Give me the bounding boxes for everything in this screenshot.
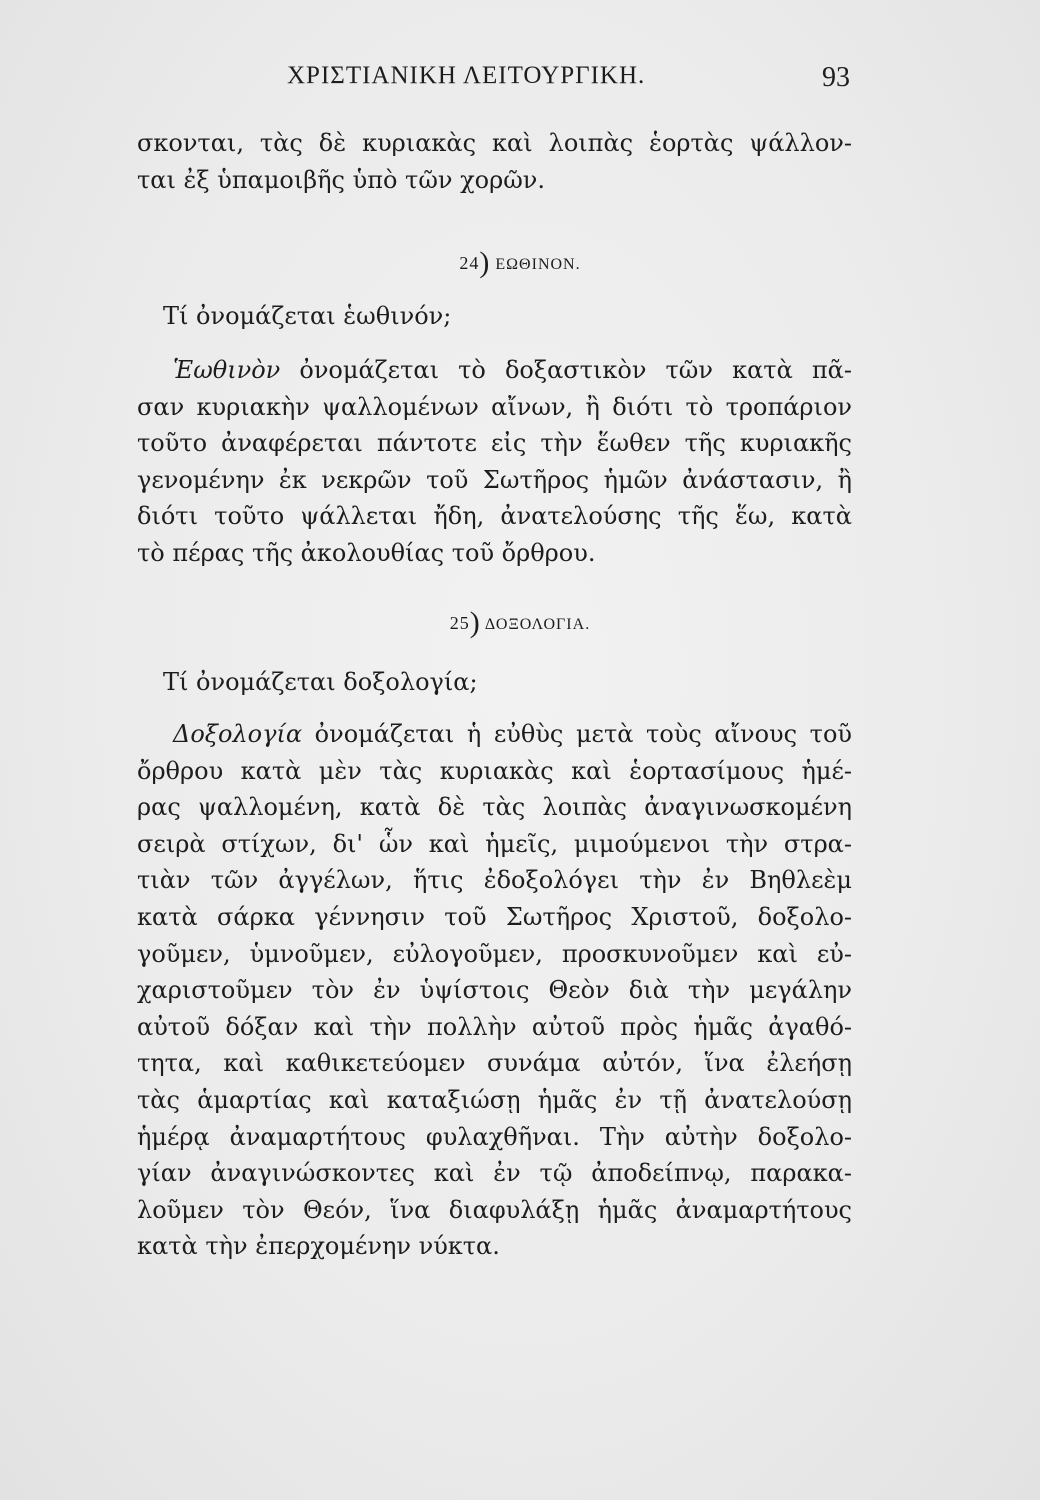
text-line: σκονται, τὰς δὲ κυριακὰς καὶ λοιπὰς ἑορτὰς ψάλλον- bbox=[137, 129, 852, 157]
section-paragraph-24 bbox=[137, 352, 852, 572]
text-fragment: ὀνομάζεται τὸ δοξαστικὸν τῶν κατὰ πᾶ- bbox=[280, 356, 852, 384]
text-line: γενομένην ἐκ νεκρῶν τοῦ Σωτῆρος ἡμῶν ἀνάστασιν, ἢ bbox=[137, 465, 852, 494]
text-line bbox=[137, 352, 852, 389]
section-paren: ) bbox=[479, 246, 491, 279]
text-line: ται ἐξ ὑπαμοιβῆς ὑπὸ τῶν χορῶν. bbox=[137, 165, 545, 194]
text-line: κατὰ σάρκα γέννησιν τοῦ Σωτῆρος Χριστοῦ, δοξολο- bbox=[137, 902, 852, 931]
section-question: Τί ὀνομάζεται ἑωθινόν; bbox=[163, 302, 452, 330]
section-heading-24 bbox=[0, 246, 1040, 280]
lead-word: Ἑωθινὸν bbox=[173, 356, 281, 384]
text-fragment: ὀνομάζεται ἡ εὐθὺς μετὰ τοὺς αἴνους τοῦ bbox=[302, 720, 852, 748]
lead-word: Δοξολογία bbox=[173, 720, 303, 748]
text-line: τὰς ἁμαρτίας καὶ καταξιώσῃ ἡμᾶς ἐν τῇ ἀνατελούσῃ bbox=[137, 1085, 852, 1114]
text-line: ἡμέρᾳ ἀναμαρτήτους φυλαχθῆναι. Τὴν αὐτὴν δοξολο- bbox=[137, 1122, 852, 1151]
text-line: γοῦμεν, ὑμνοῦμεν, εὐλογοῦμεν, προσκυνοῦμεν καὶ εὐ- bbox=[137, 939, 852, 968]
section-number: 25 bbox=[449, 613, 470, 633]
text-line: σαν κυριακὴν ψαλλομένων αἴνων, ἢ διότι τὸ τροπάριον bbox=[137, 392, 852, 421]
section-heading-25 bbox=[0, 606, 1040, 640]
text-line: τιὰν τῶν ἀγγέλων, ἥτις ἐδοξολόγει τὴν ἐν Βηθλεὲμ bbox=[137, 866, 852, 895]
text-line: διότι τοῦτο ψάλλεται ἤδη, ἀνατελούσης τῆς ἕω, κατὰ bbox=[137, 502, 852, 531]
section-number: 24 bbox=[459, 253, 480, 273]
text-line: τοῦτο ἀναφέρεται πάντοτε εἰς τὴν ἕωθεν τῆς κυριακῆς bbox=[137, 429, 852, 458]
text-line: λοῦμεν τὸν Θεόν, ἵνα διαφυλάξῃ ἡμᾶς ἀναμαρτήτους bbox=[137, 1195, 852, 1224]
text-line: κατὰ τὴν ἐπερχομένην νύκτα. bbox=[137, 1232, 500, 1261]
section-paren: ) bbox=[469, 606, 481, 639]
section-title: ΔΟΞΟΛΟΓΙΑ. bbox=[484, 616, 591, 633]
text-line: αὐτοῦ δόξαν καὶ τὴν πολλὴν αὐτοῦ πρὸς ἡμᾶς ἀγαθό- bbox=[137, 1012, 852, 1041]
text-line: τητα, καὶ καθικετεύομεν συνάμα αὐτόν, ἵνα ἐλεήσῃ bbox=[137, 1049, 852, 1078]
text-line: γίαν ἀναγινώσκοντες καὶ ἐν τῷ ἀποδείπνῳ, παρακα- bbox=[137, 1159, 852, 1188]
page-number: 93 bbox=[822, 62, 850, 93]
text-line: σειρὰ στίχων, δι' ὧν καὶ ἡμεῖς, μιμούμενοι τὴν στρα- bbox=[137, 829, 852, 858]
page-header bbox=[145, 62, 850, 106]
running-title: ΧΡΙΣΤΙΑΝΙΚΗ ΛΕΙΤΟΥΡΓΙΚΗ. bbox=[287, 62, 646, 89]
intro-paragraph bbox=[137, 125, 852, 198]
text-line: τὸ πέρας τῆς ἀκολουθίας τοῦ ὄρθρου. bbox=[137, 538, 596, 567]
text-line bbox=[137, 716, 852, 753]
text-line: ὄρθρου κατὰ μὲν τὰς κυριακὰς καὶ ἑορτασίμους ἡμέ- bbox=[137, 756, 852, 785]
text-line: χαριστοῦμεν τὸν ἐν ὑψίστοις Θεὸν διὰ τὴν μεγάλην bbox=[137, 976, 852, 1005]
section-title: ΕΩΘΙΝΟΝ. bbox=[495, 256, 581, 273]
section-question: Τί ὀνομάζεται δοξολογία; bbox=[163, 668, 478, 696]
text-line: ρας ψαλλομένη, κατὰ δὲ τὰς λοιπὰς ἀναγινωσκομένη bbox=[137, 793, 852, 822]
section-paragraph-25 bbox=[137, 716, 852, 1265]
